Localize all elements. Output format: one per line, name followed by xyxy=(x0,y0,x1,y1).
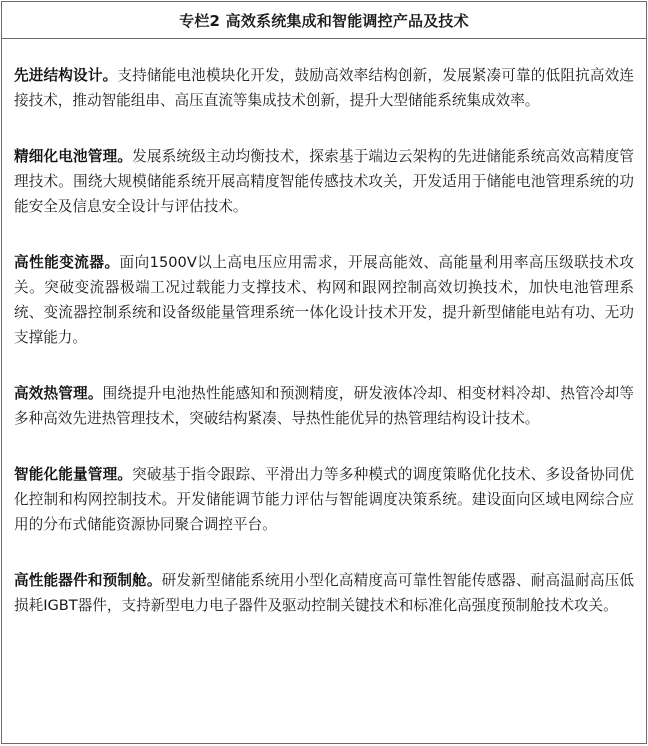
title-row xyxy=(2,2,646,39)
section-devices-cabin xyxy=(14,568,634,618)
section-heading: 高性能器件和预制舱。 xyxy=(14,572,162,589)
section-converter xyxy=(14,250,634,350)
box-title: 专栏2 高效系统集成和智能调控产品及技术 xyxy=(179,11,469,30)
section-heading: 智能化能量管理。 xyxy=(14,466,133,483)
section-energy-management xyxy=(14,462,634,537)
section-body: 支持储能电池模块化开发，鼓励高效率结构创新，发展紧凑可靠的低阻抗高效连接技术，推动智能组串、高压直流等集成技术创新，提升大型储能系统集成效率。 xyxy=(14,67,634,109)
section-body: 研发新型储能系统用小型化高精度高可靠性智能传感器、耐高温耐高压低损耗IGBT器件，支持新型电力电子器件及驱动控制关键技术和标准化高强度预制舱技术攻关。 xyxy=(14,572,634,614)
section-heading: 高效热管理。 xyxy=(14,385,103,402)
section-body: 突破基于指令跟踪、平滑出力等多种模式的调度策略优化技术、多设备协同优化控制和构网控制技术。开发储能调节能力评估与智能调度决策系统。建设面向区域电网综合应用的分布式储能资源协同聚合调控平台。 xyxy=(14,466,634,533)
section-thermal-management xyxy=(14,381,634,431)
info-box xyxy=(1,1,647,744)
section-heading: 高性能变流器。 xyxy=(14,254,120,271)
section-heading: 精细化电池管理。 xyxy=(14,148,133,165)
section-body: 发展系统级主动均衡技术，探索基于端边云架构的先进储能系统高效高精度管理技术。围绕大规模储能系统开展高精度智能传感技术攻关，开发适用于储能电池管理系统的功能安全及信息安全设计与评估技术。 xyxy=(14,148,634,215)
section-battery-management xyxy=(14,144,634,219)
section-heading: 先进结构设计。 xyxy=(14,67,118,84)
section-body: 围绕提升电池热性能感知和预测精度，研发液体冷却、相变材料冷却、热管冷却等多种高效先进热管理技术，突破结构紧凑、导热性能优异的热管理结构设计技术。 xyxy=(14,385,634,427)
section-body: 面向1500V以上高电压应用需求，开展高能效、高能量利用率高压级联技术攻关。突破变流器极端工况过载能力支撑技术、构网和跟网控制高效切换技术，加快电池管理系统、变流器控制系统和设备级能量管理系统一体化设计技术开发，提升新型储能电站有功、无功支撑能力。 xyxy=(14,254,634,346)
box-content xyxy=(2,39,646,618)
section-structure-design xyxy=(14,63,634,113)
